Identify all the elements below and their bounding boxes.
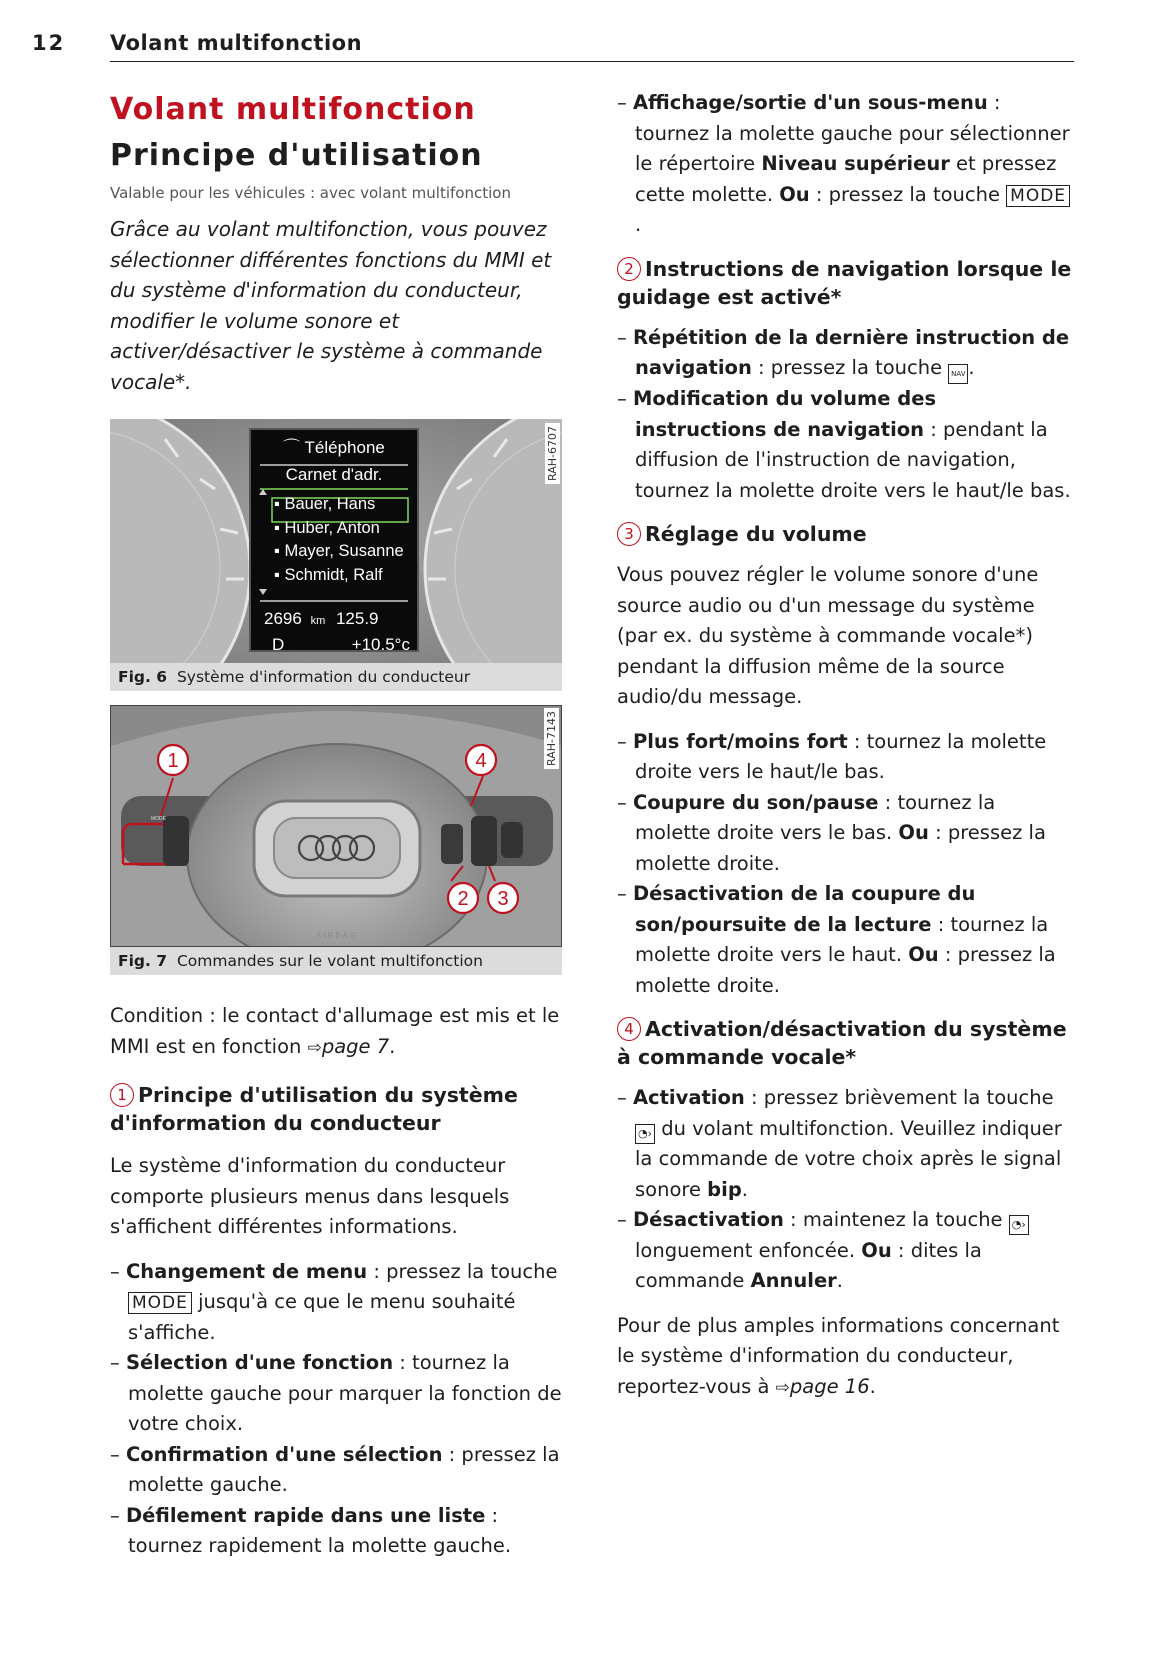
menu-sub: Carnet d'adr.	[285, 465, 383, 484]
gear-value: D	[272, 635, 285, 654]
callout-3: 3	[497, 888, 509, 910]
list-item: – Désactivation : maintenez la touche ◔› longuement enfoncée. Ou : dites la commande Annuler.	[617, 1205, 1072, 1297]
figure-7	[110, 705, 562, 947]
list-item: – Plus fort/moins fort : tournez la molette droite vers le haut/le bas.	[617, 729, 1047, 783]
steering-wheel-illustration	[111, 706, 562, 947]
header-rule	[110, 61, 1074, 62]
condition-paragraph: Condition : le contact d'allumage est mis et le MMI est en fonction ⇨page 7.	[110, 1004, 560, 1058]
running-title: Volant multifonction	[110, 31, 363, 55]
voice-control-icon: ◔›	[635, 1124, 655, 1144]
mode-key: MODE	[128, 1292, 192, 1314]
page-link[interactable]: page 16	[789, 1374, 870, 1398]
nav-repeat-icon: NAV	[948, 364, 968, 384]
circled-number-1: 1	[110, 1083, 134, 1107]
callout-1: 1	[167, 750, 179, 772]
page-link[interactable]: page 7	[321, 1034, 390, 1058]
section-1-text: Le système d'information du conducteur comporte plusieurs menus dans lesquels s'affichent différentes informations.	[110, 1154, 510, 1238]
menu-top: Téléphone	[304, 438, 385, 457]
figure-6	[110, 419, 562, 663]
intro-paragraph: Grâce au volant multifonction, vous pouvez sélectionner différentes fonctions du MMI et du système d'information du conducteur, modifier le volume sonore et activer/désactiver le système à commande vocale*.	[110, 217, 552, 394]
section-title: Principe d'utilisation	[110, 138, 483, 173]
section-2-list	[617, 323, 1072, 507]
temperature-value: +10.5°c	[351, 635, 410, 654]
page-number: 12	[32, 31, 66, 55]
list-item: – Changement de menu : pressez la touche MODE jusqu'à ce que le menu souhaité s'affiche.	[110, 1259, 558, 1344]
arrow-right-icon: ⇨	[307, 1037, 322, 1058]
section-1-heading: 1 Principe d'utilisation du système d'information du conducteur	[110, 1083, 518, 1135]
mode-label: MODE	[151, 816, 166, 822]
contact-icon: ▪	[274, 542, 280, 560]
contact-icon: ▪	[274, 495, 280, 513]
circled-number-2: 2	[617, 257, 641, 281]
figure-7-caption: Fig. 7 Commandes sur le volant multifonction	[110, 947, 562, 975]
list-item: – Modification du volume des instructions de navigation : pendant la diffusion de l'instruction de navigation, tournez la molette droite vers le haut/le bas.	[617, 387, 1071, 502]
figure-6-caption: Fig. 6 Système d'information du conducteur	[110, 663, 562, 691]
distance-value: 2696	[264, 609, 302, 628]
contact-list	[250, 493, 418, 587]
section-4-heading: 4 Activation/désactivation du système à commande vocale*	[617, 1017, 1067, 1069]
contact-item: ▪ Schmidt, Ralf	[274, 565, 383, 584]
list-item: – Coupure du son/pause : tournez la molette droite vers le bas. Ou : pressez la molette droite.	[617, 790, 1046, 875]
display-screen	[250, 431, 418, 654]
list-item: – Sélection d'une fonction : tournez la molette gauche pour marquer la fonction de votre choix.	[110, 1351, 562, 1435]
section-3-text: Vous pouvez régler le volume sonore d'une source audio ou d'un message du système (par ex. du système à commande vocale*) pendant la diffusion même de la source audio/du message.	[617, 563, 1039, 708]
contact-item: ▪ Bauer, Hans	[274, 495, 376, 513]
contact-icon: ▪	[274, 565, 280, 584]
figure-ref: RAH-7143	[544, 708, 559, 769]
section-1-list	[110, 1257, 562, 1562]
callout-4: 4	[475, 750, 487, 772]
trip-info	[264, 607, 410, 656]
chapter-title: Volant multifonction	[110, 92, 476, 127]
section-4-list	[617, 1083, 1072, 1297]
list-item: – Désactivation de la coupure du son/poursuite de la lecture : tournez la molette droite vers le haut. Ou : pressez la molette droite.	[617, 882, 1056, 997]
circled-number-3: 3	[617, 522, 641, 546]
distance-unit: km	[310, 615, 326, 627]
voice-control-icon: ◔›	[1009, 1215, 1029, 1235]
contact-item: ▪ Mayer, Susanne	[274, 542, 404, 560]
list-item: – Activation : pressez brièvement la touche ◔› du volant multifonction. Veuillez indiquer la commande de votre choix après le signal sonore bip.	[617, 1086, 1062, 1201]
closing-paragraph: Pour de plus amples informations concernant le système d'information du conducteur, reportez-vous à ⇨page 16.	[617, 1313, 1060, 1398]
section-3-list	[617, 727, 1072, 1002]
mode-key: MODE	[1006, 185, 1070, 207]
consumption-value: 125.9	[335, 609, 379, 628]
list-item: – Affichage/sortie d'un sous-menu : tournez la molette gauche pour sélectionner le répertoire Niveau supérieur et pressez cette molette. Ou : pressez la touche MODE.	[617, 91, 1070, 236]
left-column	[110, 88, 562, 1562]
submenu-list	[617, 88, 1072, 241]
contact-icon: ▪	[274, 518, 280, 537]
section-2-heading: 2 Instructions de navigation lorsque le guidage est activé*	[617, 256, 1072, 309]
circled-number-4: 4	[617, 1017, 641, 1041]
contact-item: ▪ Huber, Anton	[274, 518, 380, 537]
right-column	[617, 88, 1072, 1403]
section-3-heading: 3 Réglage du volume	[617, 520, 1072, 548]
validity-note: Valable pour les véhicules : avec volant multifonction	[110, 184, 511, 202]
airbag-label: AIRBAG	[315, 931, 359, 940]
list-item: – Confirmation d'une sélection : pressez la molette gauche.	[110, 1442, 560, 1496]
phone-icon: ⌒	[283, 438, 301, 457]
arrow-right-icon: ⇨	[775, 1377, 790, 1398]
figure-ref: RAH-6707	[545, 423, 560, 484]
list-item: – Répétition de la dernière instruction de navigation : pressez la touche NAV .	[617, 323, 1072, 385]
callout-2: 2	[457, 888, 469, 910]
list-item: – Défilement rapide dans une liste : tournez rapidement la molette gauche.	[110, 1503, 512, 1557]
